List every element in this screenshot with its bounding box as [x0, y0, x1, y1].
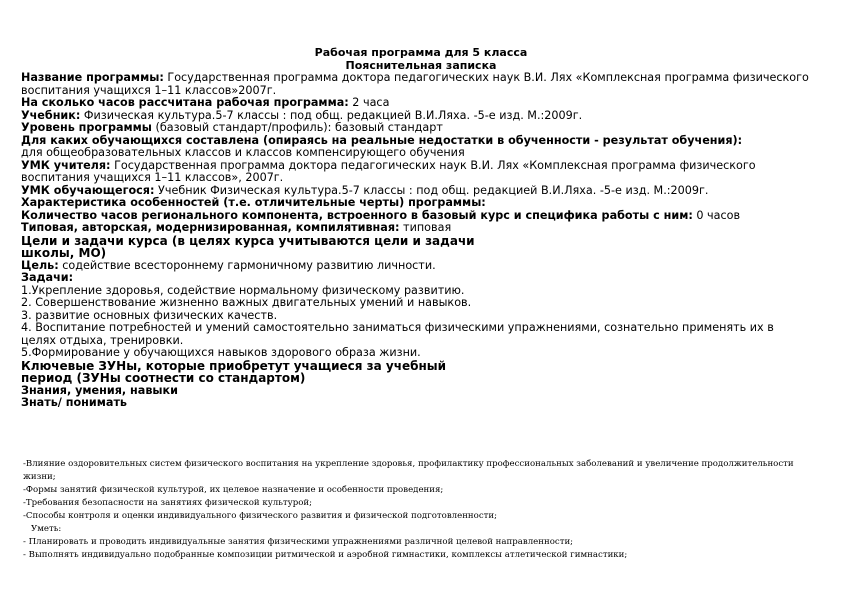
students-label: Для каких обучающихся составлена (опираясь на реальные недостатки в обученности - результат обучения):: [21, 133, 743, 147]
goal-value: содействие всестороннему гармоничному развитию личности.: [58, 258, 436, 272]
task-item: 5.Формирование у обучающихся навыков здорового образа жизни.: [21, 346, 421, 359]
type-label: Типовая, авторская, модернизированная, компилятивная:: [21, 221, 400, 234]
type-value: типовая: [399, 221, 452, 234]
task-item: 1.Укрепление здоровья, содействие нормальному физическому развитию.: [21, 283, 465, 297]
program-line: [21, 72, 811, 97]
hours-value: 2 часа: [348, 96, 390, 109]
textbook-label: Учебник:: [21, 108, 81, 122]
textbook-value: Физическая культура.5-7 классы : под общ. редакцией В.И.Ляха. -5-е изд. М.:2009г.: [80, 108, 583, 122]
goal-label: Цель:: [21, 258, 59, 272]
level-label: Уровень программы: [21, 121, 152, 134]
title-block: [0, 47, 842, 72]
task-item: 2. Совершенствование жизненно важных двигательных умений и навыков.: [21, 296, 472, 309]
know-item: -Способы контроля и оценки индивидуального физического развития и физической подготовленности;: [23, 511, 498, 521]
goal-line: [21, 260, 811, 273]
task-item: 4. Воспитание потребностей и умений самостоятельно заниматься физическими упражнениями, сознательно применять их в целях отдыха, тренировки.: [21, 321, 774, 347]
tasks-heading: Задачи:: [21, 271, 74, 284]
skill-item: - Планировать и проводить индивидуальные занятия физическими упражнениями различной целевой направленности;: [23, 537, 574, 547]
program-label: Название программы:: [21, 71, 164, 84]
know-item: -Требования безопасности на занятиях физической культурой;: [23, 498, 313, 508]
umk-student-value: Учебник Физическая культура.5-7 классы : под общ. редакцией В.И.Ляха. -5-е изд. М.:2009г.: [154, 183, 709, 197]
skills-heading: Уметь:: [31, 524, 62, 534]
knowledge-list: [21, 458, 811, 562]
know-item: -Формы занятий физической культурой, их целевое назначение и особенности проведения;: [23, 485, 444, 495]
umk-teacher-label: УМК учителя:: [21, 158, 111, 172]
zun-heading-1: Ключевые ЗУНы, которые приобретут учащиеся за учебный: [21, 358, 447, 373]
hours-label: На сколько часов рассчитана рабочая программа:: [21, 96, 349, 109]
page-title: Рабочая программа для 5 класса: [314, 46, 528, 59]
document-body: [21, 72, 811, 410]
page-subtitle: Пояснительная записка: [345, 58, 497, 72]
skill-item: - Выполнять индивидуально подобранные композиции ритмической и аэробной гимнастики, комплексы атлетической гимнастики;: [23, 550, 628, 560]
features-heading: Характеристика особенностей (т.е. отличительные черты) программы:: [21, 196, 486, 209]
goals-heading-2: школы, МО): [21, 246, 107, 260]
umk-teacher-line: [21, 160, 811, 185]
program-value: Государственная программа доктора педагогических наук В.И. Лях «Комплексная программа физического воспитания учащихся 1–11 классов»2007г.: [21, 71, 809, 97]
zun-heading-2: период (ЗУНы соотнести со стандартом): [21, 371, 306, 385]
zun-subheading: Знания, умения, навыки: [21, 383, 178, 397]
umk-teacher-value: Государственная программа доктора педагогических наук В.И. Лях «Комплексная программа физического воспитания учащихся 1–11 классов», 2007г.: [21, 158, 756, 184]
know-heading: Знать/ понимать: [21, 396, 128, 409]
umk-student-label: УМК обучающегося:: [21, 183, 155, 197]
level-value: (базовый стандарт/профиль): базовый стандарт: [151, 121, 443, 134]
level-line: [21, 122, 811, 135]
goals-heading-1: Цели и задачи курса (в целях курса учитываются цели и задачи: [21, 233, 475, 248]
regional-label: Количество часов регионального компонента, встроенного в базовый курс и специфика работы с ним:: [21, 208, 693, 222]
regional-value: 0 часов: [692, 208, 741, 222]
know-item: -Влияние оздоровительных систем физического воспитания на укрепление здоровья, профилактику профессиональных заболеваний и увеличение продолжительности жизни;: [23, 459, 794, 482]
task-item: 3. развитие основных физических качеств.: [21, 308, 278, 322]
students-value: для общеобразовательных классов и классов компенсирующего обучения: [21, 146, 465, 159]
type-line: [21, 222, 811, 235]
